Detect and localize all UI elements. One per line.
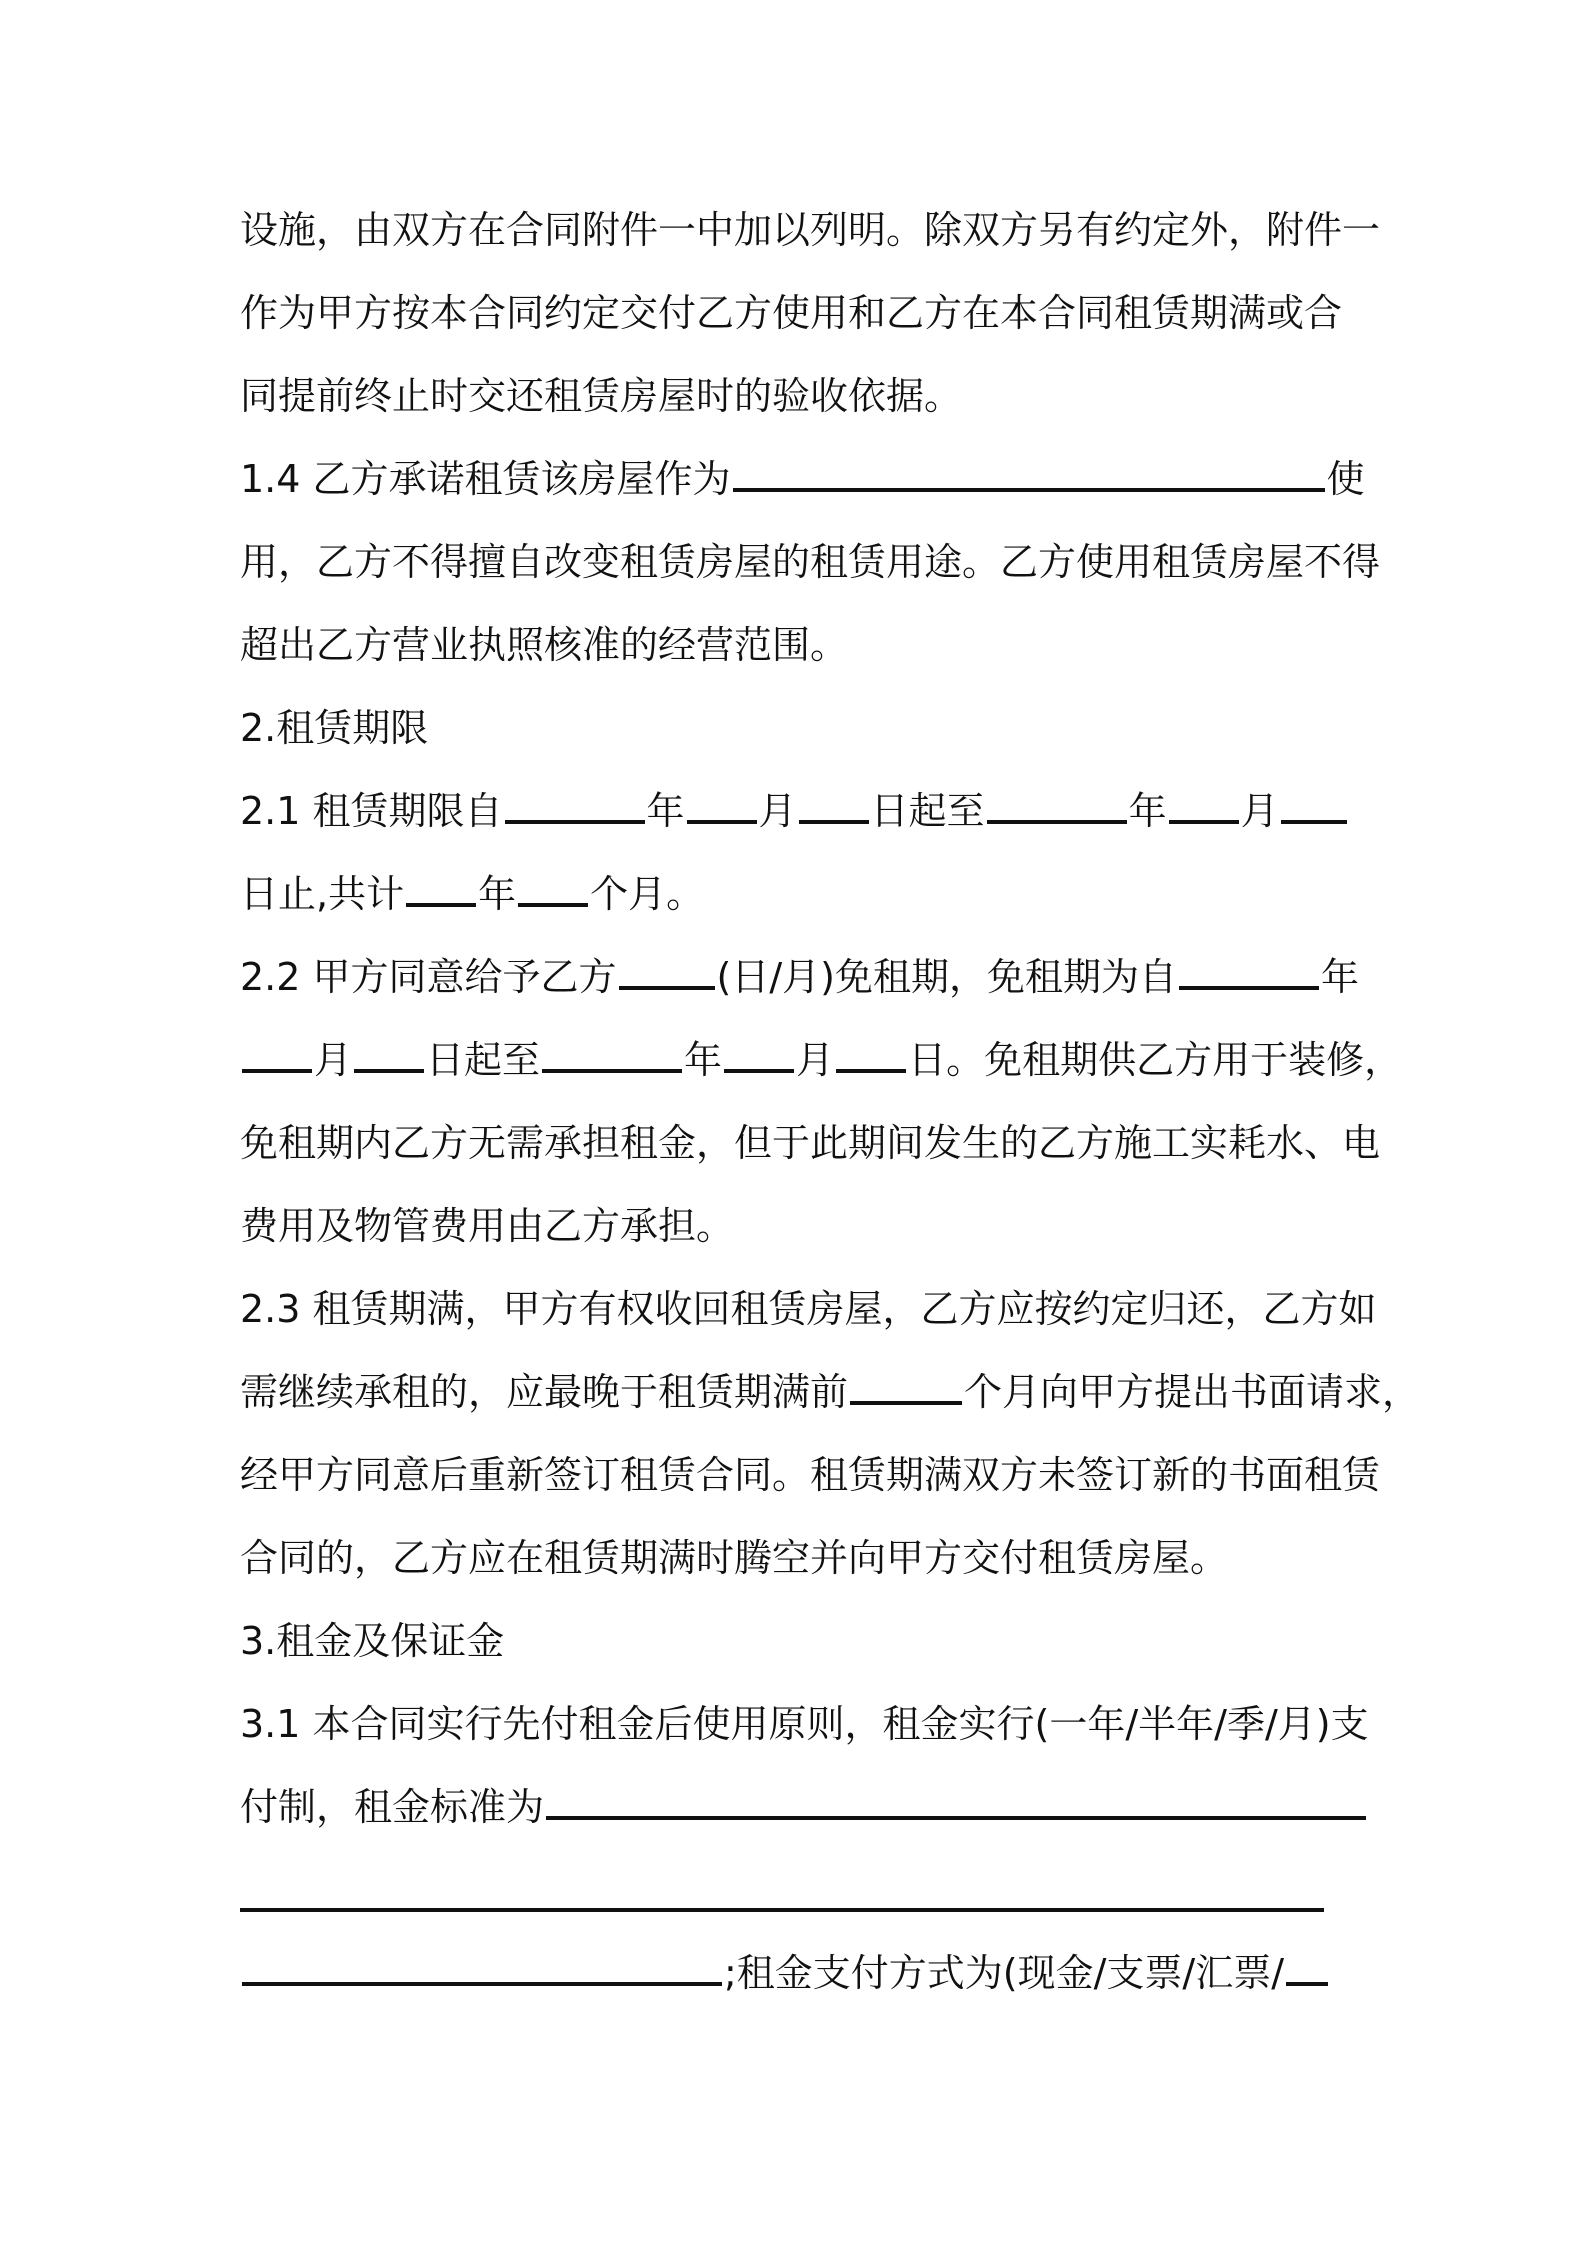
clause-text: 年 [1320,955,1359,999]
total-years-blank[interactable] [406,873,476,907]
clause-text: (日/月)免租期，免租期为自 [716,955,1177,999]
clause-text: 年 [1128,789,1167,833]
clause-text: 日止,共计 [240,872,405,916]
notice-months-blank[interactable] [850,1371,962,1405]
paragraph-line: 合同的，乙方应在租赁期满时腾空并向甲方交付租赁房屋。 [240,1536,1229,1580]
rent-free-days-blank[interactable] [619,956,715,990]
paragraph-line: 同提前终止时交还租赁房屋时的验收依据。 [240,374,963,418]
clause-text: 日。免租期供乙方用于装修， [908,1038,1403,1082]
paragraph-line: 设施，由双方在合同附件一中加以列明。除双方另有约定外，附件一 [240,208,1381,252]
clause-text: 个月。 [590,872,705,916]
start-day-blank[interactable] [799,790,869,824]
paragraph-line: 免租期内乙方无需承担租金，但于此期间发生的乙方施工实耗水、电 [240,1121,1381,1165]
paragraph-line: 3.1 本合同实行先付租金后使用原则，租金实行(一年/半年/季/月)支 [240,1702,1369,1746]
free-end-day-blank[interactable] [836,1039,906,1073]
paragraph-line: 超出乙方营业执照核准的经营范围。 [240,623,849,667]
paragraph-line: 用，乙方不得擅自改变租赁房屋的租赁用途。乙方使用租赁房屋不得 [240,540,1381,584]
end-month-blank[interactable] [1169,790,1239,824]
clause-text: ;租金支付方式为(现金/支票/汇票/ [724,1951,1285,1995]
clause-text: 年 [478,872,517,916]
clause-text: 月 [796,1038,835,1082]
free-end-month-blank[interactable] [724,1039,794,1073]
free-start-day-blank[interactable] [354,1039,424,1073]
clause-text: 需继续承租的，应最晚于租赁期满前 [240,1370,849,1414]
rent-standard-blank[interactable] [546,1786,1366,1820]
start-year-blank[interactable] [505,790,645,824]
clause-2-2-line [240,947,1360,1007]
start-month-blank[interactable] [687,790,757,824]
clause-text: 2.2 甲方同意给予乙方 [240,955,617,999]
clause-text: 日起至 [870,789,985,833]
clause-3-1-line [240,1777,1360,1837]
section-heading: 2.租赁期限 [240,706,429,750]
section-heading: 3.租金及保证金 [240,1619,505,1663]
clause-text: 使 [1326,457,1365,501]
end-year-blank[interactable] [987,790,1127,824]
end-day-blank[interactable] [1281,790,1347,824]
clause-text: 2.1 租赁期限自 [240,789,503,833]
free-start-month-blank[interactable] [242,1039,312,1073]
clause-text: 1.4 乙方承诺租赁该房屋作为 [240,457,731,501]
clause-text: 日起至 [426,1038,541,1082]
usage-blank[interactable] [733,458,1325,492]
paragraph-line: 费用及物管费用由乙方承担。 [240,1204,735,1248]
rent-standard-blank-end[interactable] [242,1952,722,1986]
total-months-blank[interactable] [518,873,588,907]
paragraph-line: 2.3 租赁期满，甲方有权收回租赁房屋，乙方应按约定归还，乙方如 [240,1287,1377,1331]
payment-method-blank[interactable] [1286,1952,1328,1986]
paragraph-line: 经甲方同意后重新签订租赁合同。租赁期满双方未签订新的书面租赁 [240,1453,1381,1497]
rent-standard-blank-line-2[interactable] [240,1908,1324,1912]
clause-text: 年 [646,789,685,833]
clause-text: 月 [758,789,797,833]
clause-1-4-line [240,449,1365,509]
free-start-year-blank[interactable] [1179,956,1319,990]
clause-text: 月 [1240,789,1279,833]
paragraph-line: 作为甲方按本合同约定交付乙方使用和乙方在本合同租赁期满或合 [240,291,1343,335]
clause-text: 个月向甲方提出书面请求， [964,1370,1421,1414]
clause-2-1-line [240,781,1360,841]
clause-3-1-line-3 [240,1943,1360,2003]
free-end-year-blank[interactable] [542,1039,682,1073]
clause-text: 年 [684,1038,723,1082]
clause-2-2-line-2 [240,1030,1403,1090]
clause-2-3-line [240,1362,1421,1422]
clause-text: 月 [314,1038,353,1082]
clause-text: 付制，租金标准为 [240,1785,545,1829]
clause-2-1-line-2 [240,864,1360,924]
